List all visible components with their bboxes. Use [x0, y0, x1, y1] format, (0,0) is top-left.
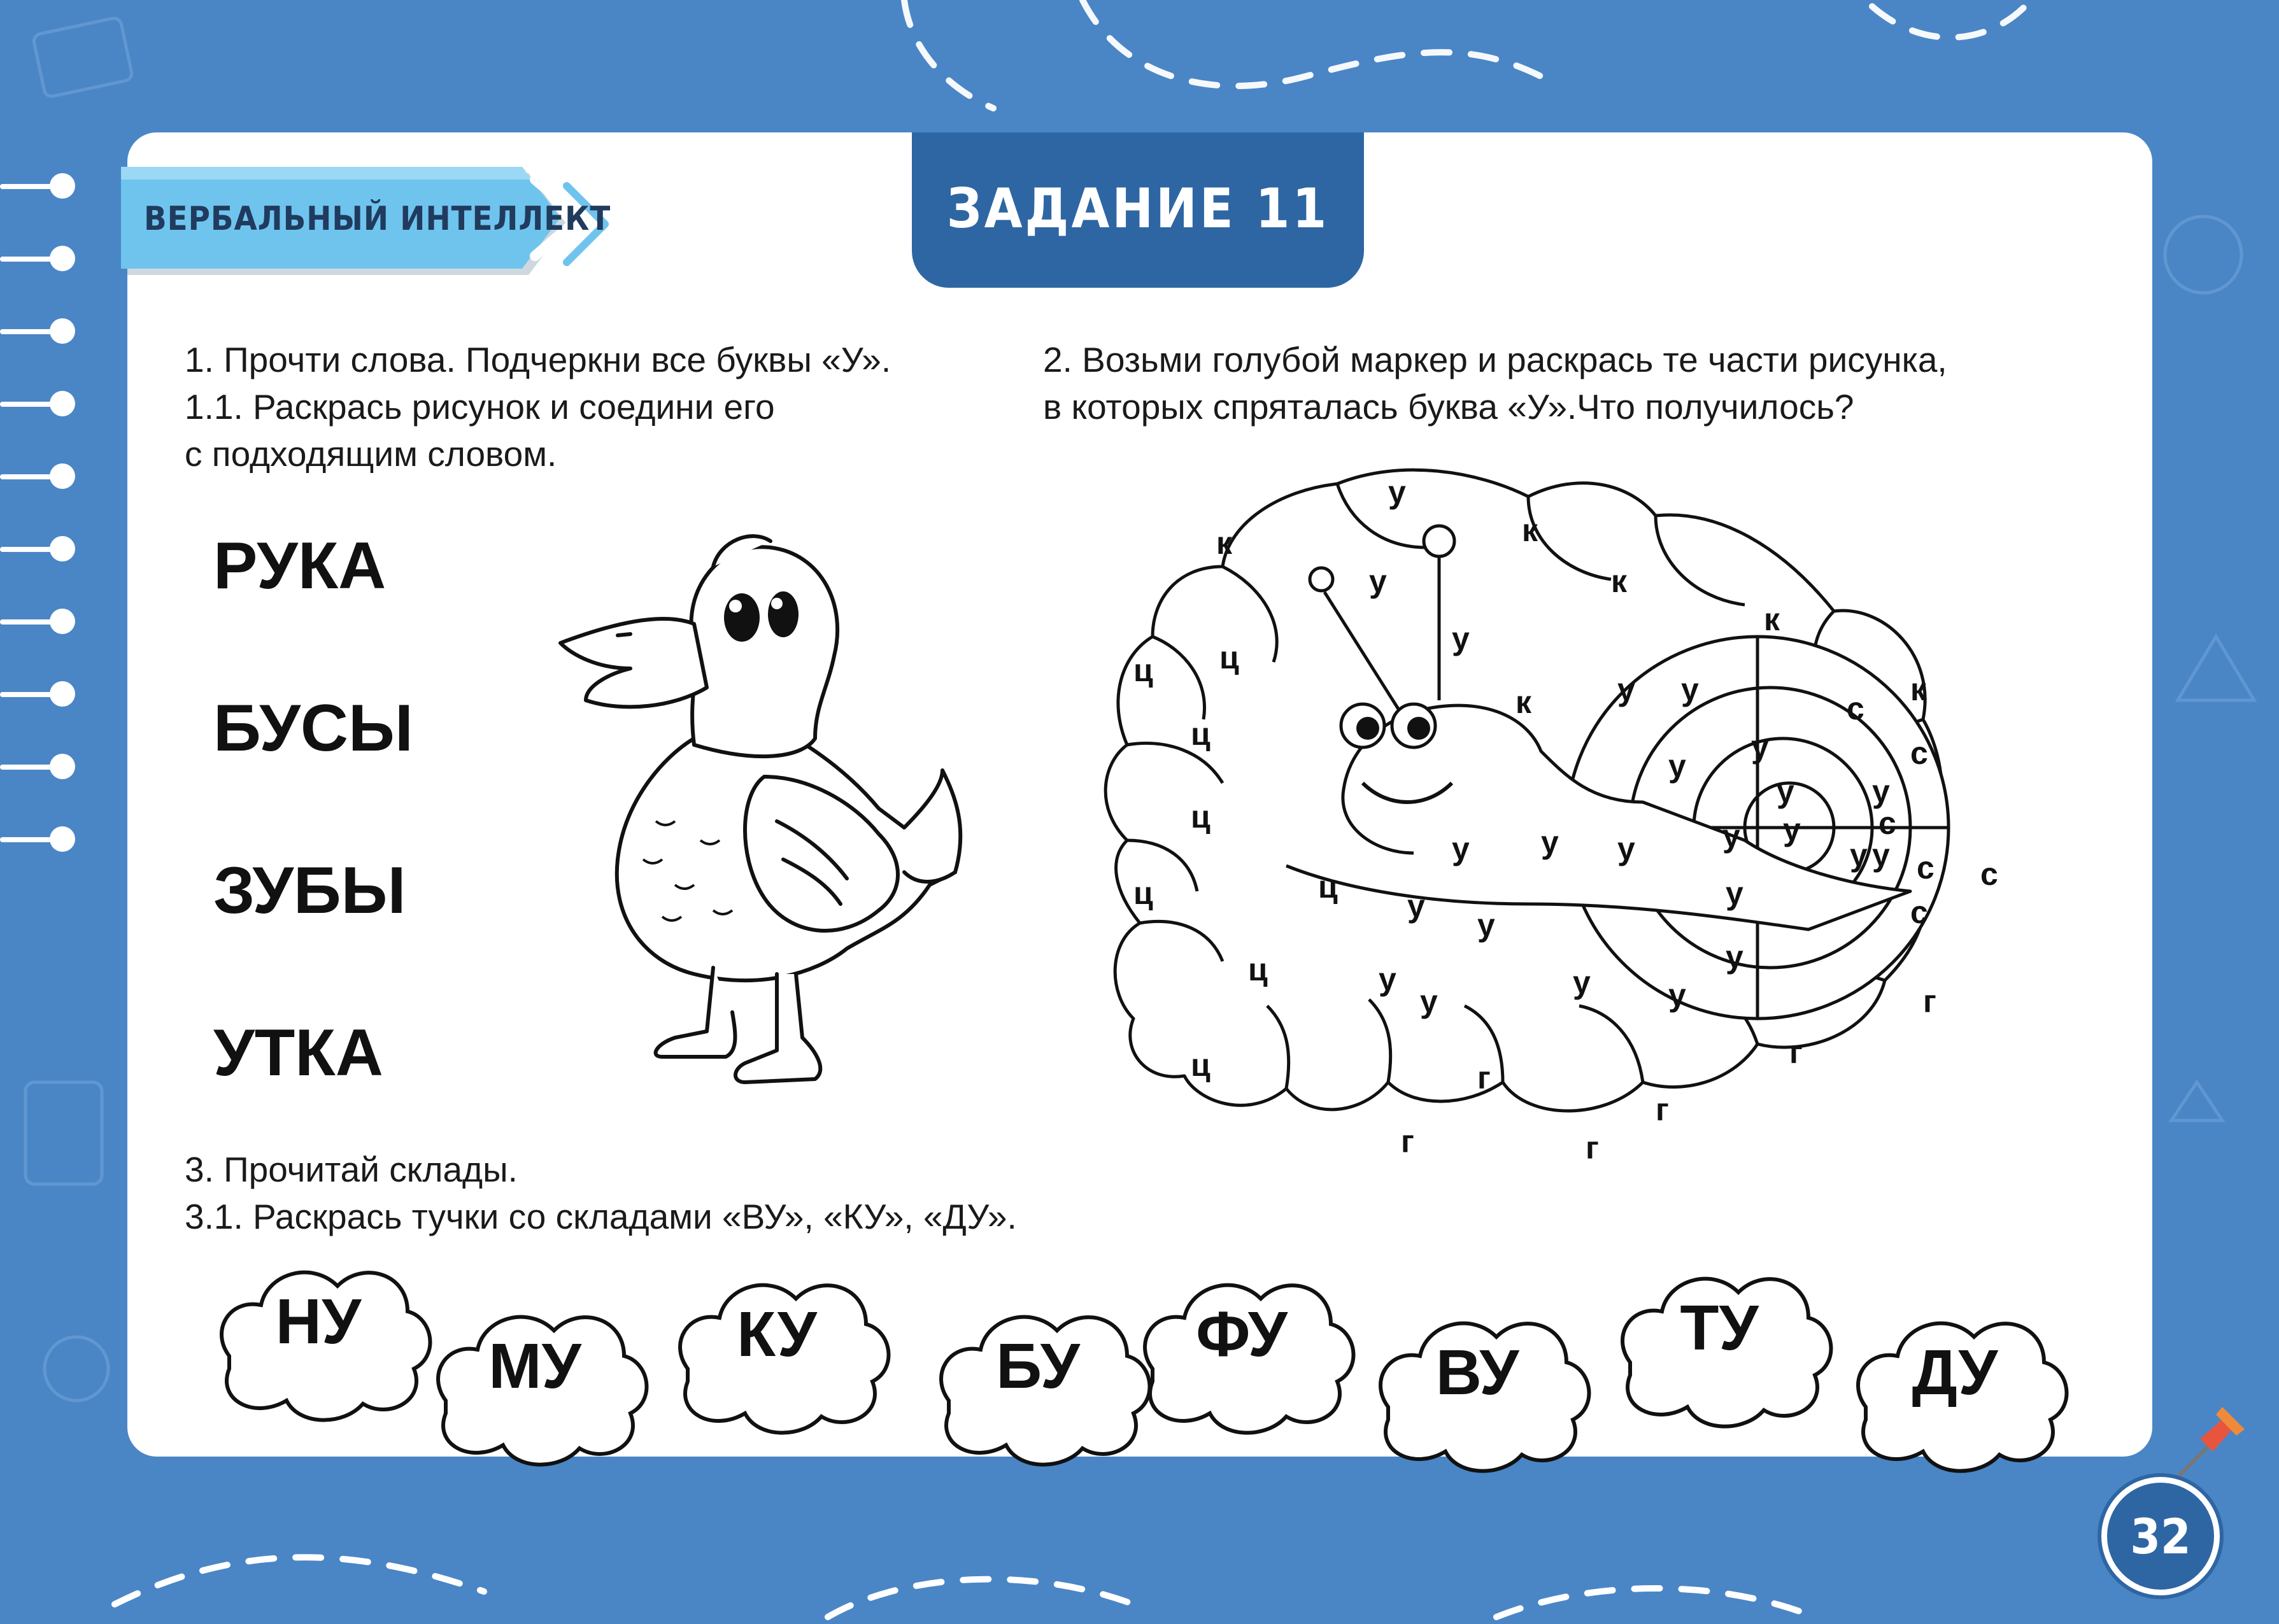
task2-instructions: [1043, 336, 1947, 430]
mosaic-letter: с: [1878, 805, 1896, 841]
mosaic-letter: у: [1379, 961, 1396, 997]
ring: [0, 391, 76, 416]
mosaic-letter: у: [1722, 818, 1740, 854]
ring: [0, 246, 76, 271]
ring: [0, 318, 76, 344]
instruction-line: 1.1. Раскрась рисунок и соедини его: [185, 387, 775, 427]
mosaic-letter: ц: [1191, 1047, 1210, 1083]
mosaic-letter: у: [1726, 939, 1743, 975]
mosaic-letter: г: [1656, 1092, 1669, 1127]
mosaic-letter: г: [1923, 984, 1936, 1019]
mosaic-letter: с: [1910, 735, 1928, 771]
ring: [0, 173, 76, 199]
instruction-line: 3. Прочитай склады.: [185, 1150, 518, 1189]
mosaic-letter: к: [1216, 525, 1233, 561]
syllable-cloud[interactable]: ДУ: [1912, 1337, 1998, 1408]
instruction-line: 2. Возьми голубой маркер и раскрась те части рисунка,: [1043, 340, 1947, 379]
mosaic-letter: с: [1910, 894, 1928, 930]
ring: [0, 826, 76, 852]
word-item: УТКА: [213, 1016, 383, 1090]
mosaic-letter: у: [1872, 773, 1890, 809]
mosaic-letter: ц: [1191, 799, 1210, 835]
mosaic-letter: к: [1516, 684, 1532, 720]
syllable-cloud[interactable]: ВУ: [1435, 1337, 1519, 1408]
mosaic-letter: ц: [1191, 716, 1210, 752]
ring: [0, 463, 76, 489]
mosaic-letter: к: [1522, 512, 1538, 548]
mosaic-letter: у: [1681, 672, 1699, 707]
section-tag: [121, 160, 637, 288]
section-tag-label: ВЕРБАЛЬНЫЙ ИНТЕЛЛЕКТ: [144, 200, 611, 238]
instruction-line: 3.1. Раскрась тучки со складами «ВУ», «КУ», «ДУ».: [185, 1197, 1017, 1236]
mosaic-letter: ц: [1133, 875, 1153, 911]
mosaic-letter: г: [1789, 1034, 1803, 1070]
snail-mosaic-image: [1083, 446, 2076, 1210]
mosaic-letter: ц: [1248, 952, 1268, 987]
syllable-cloud[interactable]: ТУ: [1680, 1292, 1759, 1364]
pushpin-icon: [2165, 1394, 2254, 1490]
task-title-tab: [912, 132, 1364, 288]
word-item: РУКА: [213, 529, 387, 603]
word-item: БУСЫ: [213, 691, 413, 765]
syllable-cloud[interactable]: МУ: [488, 1331, 581, 1402]
instruction-line: 1. Прочти слова. Подчеркни все буквы «У».: [185, 340, 891, 379]
mosaic-letter: с: [1980, 856, 1998, 892]
mosaic-letter: у: [1783, 812, 1801, 847]
notebook-rings: [0, 148, 89, 912]
syllable-cloud[interactable]: НУ: [275, 1286, 362, 1357]
mosaic-letter: у: [1668, 977, 1686, 1013]
mosaic-letter: у: [1388, 474, 1406, 510]
mosaic-letter: у: [1369, 563, 1387, 599]
mosaic-letter: у: [1850, 837, 1868, 873]
syllable-cloud[interactable]: БУ: [996, 1331, 1080, 1402]
task-title: ЗАДАНИЕ 11: [946, 177, 1330, 241]
task1-instructions: [185, 336, 891, 477]
mosaic-letter: г: [1477, 1060, 1491, 1096]
mosaic-letter: у: [1751, 729, 1769, 765]
duck-coloring-image: [548, 528, 968, 1089]
ring: [0, 536, 76, 561]
syllable-cloud[interactable]: ФУ: [1196, 1299, 1288, 1370]
mosaic-letter: к: [1910, 672, 1927, 707]
ring: [0, 609, 76, 634]
mosaic-letter: у: [1452, 831, 1470, 866]
instruction-line: с подходящим словом.: [185, 434, 557, 474]
instruction-line: в которых спряталась буква «У».Что получилось?: [1043, 387, 1854, 427]
mosaic-letter: ц: [1318, 869, 1338, 905]
page-number-badge: [2101, 1477, 2220, 1595]
mosaic-letter: у: [1420, 984, 1438, 1019]
ring: [0, 681, 76, 707]
mosaic-letter: у: [1541, 824, 1559, 860]
mosaic-letter: ц: [1133, 653, 1153, 688]
mosaic-letter: ц: [1219, 640, 1239, 675]
mosaic-letter: г: [1586, 1130, 1599, 1166]
mosaic-letter: у: [1407, 888, 1425, 924]
mosaic-letter: у: [1617, 672, 1635, 707]
mosaic-letter: у: [1777, 773, 1794, 809]
task3-instructions: [185, 1146, 1017, 1240]
mosaic-letter: к: [1764, 602, 1780, 637]
mosaic-letter: у: [1872, 837, 1890, 873]
syllable-clouds: [204, 1248, 2101, 1483]
mosaic-letter: у: [1477, 907, 1495, 943]
mosaic-letter: к: [1611, 563, 1628, 599]
page-number: 32: [2130, 1508, 2191, 1565]
mosaic-letter: у: [1573, 964, 1591, 1000]
mosaic-letter: г: [1401, 1124, 1414, 1159]
syllable-cloud[interactable]: КУ: [737, 1299, 817, 1370]
word-item: ЗУБЫ: [213, 854, 406, 928]
mosaic-letter: у: [1726, 875, 1743, 911]
mosaic-letter: у: [1452, 621, 1470, 656]
mosaic-letter: с: [1917, 850, 1935, 886]
mosaic-letter: у: [1617, 831, 1635, 866]
mosaic-letter: у: [1668, 748, 1686, 784]
ring: [0, 754, 76, 779]
mosaic-letter: с: [1847, 691, 1864, 726]
